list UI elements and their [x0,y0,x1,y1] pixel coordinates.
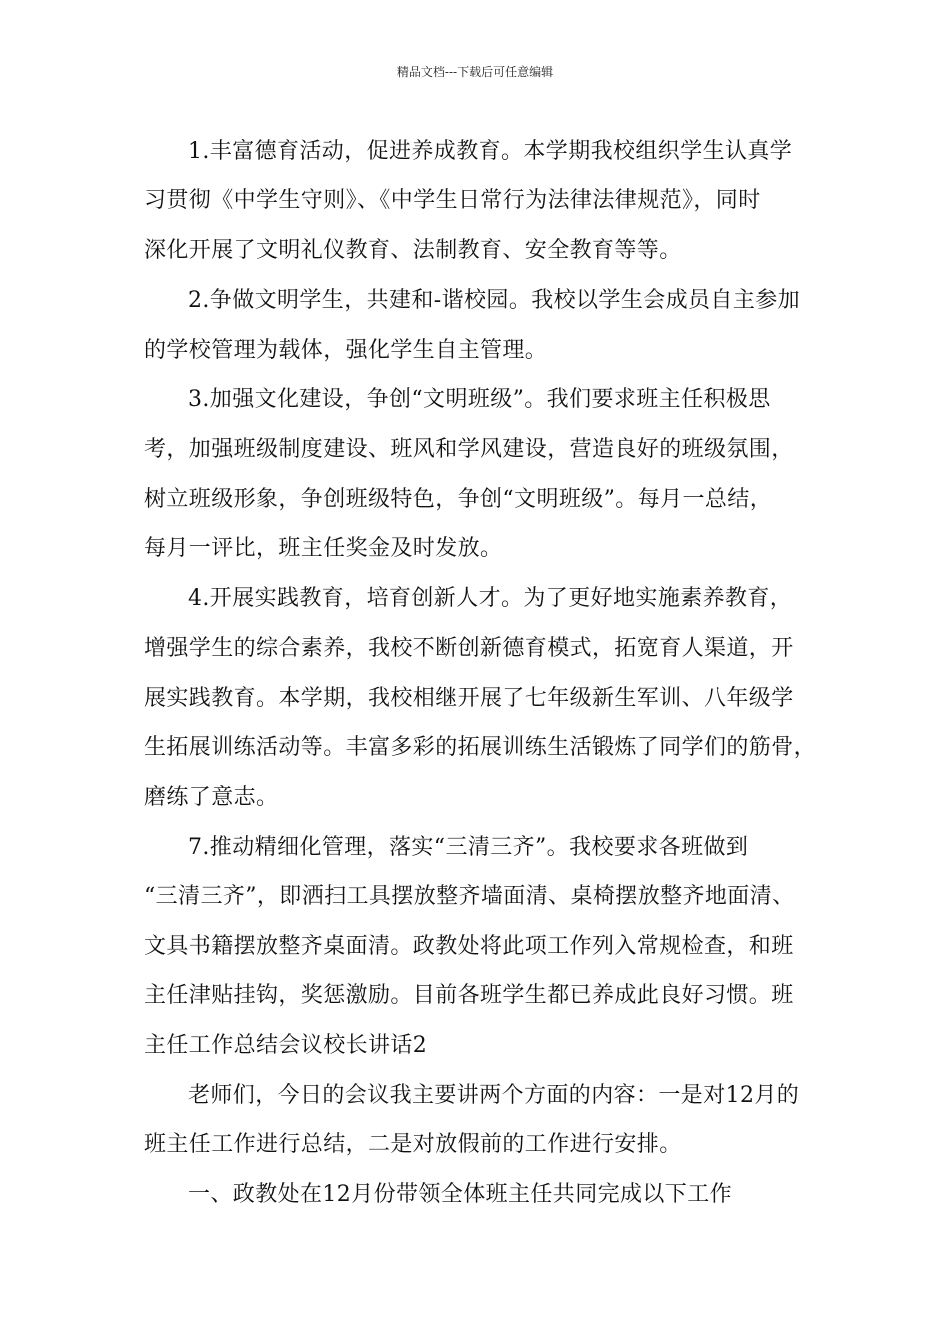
paragraph-5-line-5: 主任工作总结会议校长讲话2 [144,1033,428,1058]
paragraph-4-line-1: 4.开展实践教育，培育创新人才。为了更好地实施素养教育， [188,586,793,611]
paragraph-4-line-5: 磨练了意志。 [144,785,279,810]
paragraph-1-line-1: 1.丰富德育活动，促进养成教育。本学期我校组织学生认真学 [188,139,793,164]
paragraph-7-line-1: 一、政教处在12月份带领全体班主任共同完成以下工作 [188,1182,732,1207]
paragraph-4-line-2: 增强学生的综合素养，我校不断创新德育模式，拓宽育人渠道，开 [144,636,794,661]
paragraph-4-line-3: 展实践教育。本学期，我校相继开展了七年级新生军训、八年级学 [144,686,794,711]
paragraph-2-line-1: 2.争做文明学生，共建和-谐校园。我校以学生会成员自主参加 [188,288,801,313]
paragraph-1-line-3: 深化开展了文明礼仪教育、法制教育、安全教育等等。 [144,238,682,263]
paragraph-6-line-1: 老师们，今日的会议我主要讲两个方面的内容：一是对12月的 [188,1083,800,1108]
paragraph-5-line-2: “三清三齐”，即洒扫工具摆放整齐墙面清、桌椅摆放整齐地面清、 [144,884,795,909]
paragraph-5-line-3: 文具书籍摆放整齐桌面清。政教处将此项工作列入常规检查，和班 [144,934,794,959]
paragraph-3-line-4: 每月一评比，班主任奖金及时发放。 [144,536,503,561]
paragraph-3-line-2: 考，加强班级制度建设、班风和学风建设，营造良好的班级氛围， [144,437,794,462]
paragraph-4-line-4: 生拓展训练活动等。丰富多彩的拓展训练生活锻炼了同学们的筋骨， [144,735,817,760]
paragraph-3-line-3: 树立班级形象，争创班级特色，争创“文明班级”。每月一总结， [144,487,773,512]
paragraph-1-line-2: 习贯彻《中学生守则》、《中学生日常行为法律法律规范》，同时 [144,188,761,213]
paragraph-3-line-1: 3.加强文化建设，争创“文明班级”。我们要求班主任积极思 [188,387,771,412]
paragraph-6-line-2: 班主任工作进行总结，二是对放假前的工作进行安排。 [144,1132,682,1157]
paragraph-5-line-1: 7.推动精细化管理，落实“三清三齐”。我校要求各班做到 [188,835,749,860]
paragraph-2-line-2: 的学校管理为载体，强化学生自主管理。 [144,338,548,363]
paragraph-5-line-4: 主任津贴挂钩，奖惩激励。目前各班学生都已养成此良好习惯。班 [144,983,794,1008]
page-header: 精品文档---下载后可任意编辑 [396,65,554,79]
